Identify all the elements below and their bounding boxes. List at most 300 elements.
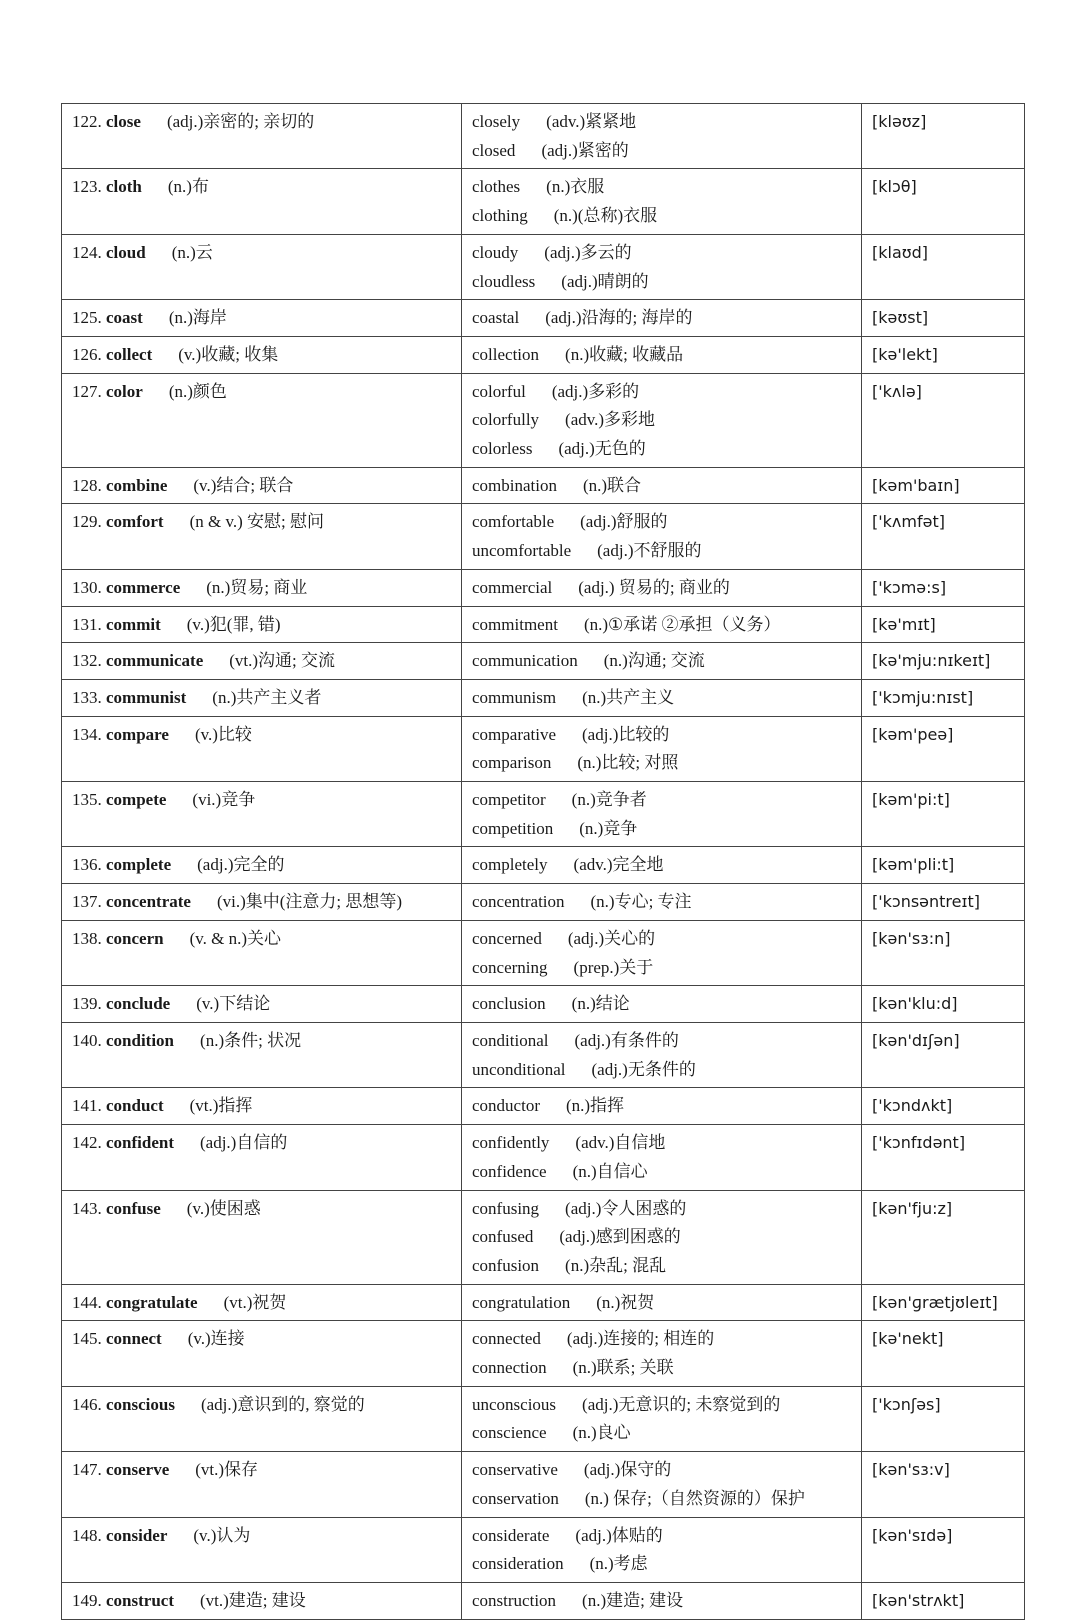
headword: connect bbox=[106, 1329, 162, 1349]
headword: confuse bbox=[106, 1198, 161, 1218]
phonetic-transcription: [kə'mju:nɪkeɪt] bbox=[872, 651, 991, 671]
derivative-word: considerate bbox=[472, 1525, 550, 1545]
derivative-line bbox=[472, 268, 851, 297]
phonetic-transcription: [kən'dɪʃən] bbox=[872, 1030, 960, 1050]
phonetic-transcription: [kəm'peə] bbox=[872, 724, 954, 744]
derivatives-cell bbox=[462, 104, 862, 169]
headword: consider bbox=[106, 1525, 168, 1545]
headword-definition: (n.)条件; 状况 bbox=[200, 1030, 302, 1050]
phonetic-transcription: ['kɔmju:nɪst] bbox=[872, 687, 974, 707]
derivative-word: closely bbox=[472, 112, 521, 131]
phonetic-cell bbox=[862, 1190, 1025, 1284]
phonetic-transcription: [kən'fju:z] bbox=[872, 1198, 953, 1218]
derivative-word: clothing bbox=[472, 206, 528, 226]
headword-cell bbox=[62, 606, 462, 643]
headword-cell bbox=[62, 847, 462, 884]
derivative-word: conductor bbox=[472, 1096, 540, 1116]
derivatives-cell bbox=[462, 847, 862, 884]
derivative-line bbox=[472, 1354, 851, 1383]
derivative-definition: (n.)收藏; 收藏品 bbox=[565, 344, 684, 364]
derivative-definition: (adj.)令人困惑的 bbox=[565, 1198, 687, 1218]
headword-cell bbox=[62, 1321, 462, 1386]
derivatives-cell bbox=[462, 782, 862, 847]
derivative-line bbox=[472, 304, 851, 333]
entry-number: 140. bbox=[72, 1030, 102, 1050]
headword-definition: (vt.)指挥 bbox=[189, 1096, 253, 1116]
derivative-word: competition bbox=[472, 818, 554, 838]
derivative-word: communication bbox=[472, 651, 578, 671]
headword-cell bbox=[62, 1088, 462, 1125]
derivatives-cell bbox=[462, 1582, 862, 1619]
phonetic-cell bbox=[862, 643, 1025, 680]
derivatives-cell bbox=[462, 1321, 862, 1386]
derivative-line bbox=[472, 815, 851, 844]
table-row bbox=[62, 920, 1025, 985]
derivatives-cell bbox=[462, 920, 862, 985]
derivatives-cell bbox=[462, 234, 862, 299]
headword-definition: (adj.)自信的 bbox=[200, 1133, 288, 1153]
headword: commerce bbox=[106, 577, 181, 597]
phonetic-transcription: ['kɔnʃəs] bbox=[872, 1394, 941, 1414]
entry-number: 142. bbox=[72, 1133, 102, 1153]
headword-definition: (vt.)建造; 建设 bbox=[199, 1590, 306, 1610]
table-row bbox=[62, 1125, 1025, 1190]
derivative-word: colorful bbox=[472, 381, 526, 401]
derivative-definition: (n.)祝贺 bbox=[596, 1292, 655, 1312]
derivatives-cell bbox=[462, 1517, 862, 1582]
table-row bbox=[62, 1022, 1025, 1087]
derivative-definition: (adv.)紧紧地 bbox=[546, 112, 637, 131]
headword: commit bbox=[106, 614, 161, 634]
headword-definition: (v.)收藏; 收集 bbox=[178, 344, 279, 364]
derivative-definition: (n.)竞争 bbox=[579, 818, 638, 838]
table-row bbox=[62, 1517, 1025, 1582]
table-row bbox=[62, 1284, 1025, 1321]
derivative-line bbox=[472, 925, 851, 954]
headword-definition: (vt.)祝贺 bbox=[223, 1292, 287, 1312]
derivative-line bbox=[472, 611, 851, 640]
headword-definition: (v.)下结论 bbox=[196, 994, 271, 1014]
derivatives-cell bbox=[462, 504, 862, 569]
derivative-definition: (adj.)沿海的; 海岸的 bbox=[545, 308, 693, 328]
headword-cell bbox=[62, 300, 462, 337]
derivative-definition: (n.)联系; 关联 bbox=[572, 1358, 674, 1378]
derivative-word: completely bbox=[472, 855, 548, 875]
derivative-line bbox=[472, 684, 851, 713]
derivative-line bbox=[472, 1056, 851, 1085]
phonetic-cell bbox=[862, 1386, 1025, 1451]
headword: compare bbox=[106, 724, 169, 744]
derivative-definition: (n.)良心 bbox=[572, 1423, 631, 1443]
phonetic-cell bbox=[862, 373, 1025, 467]
derivatives-cell bbox=[462, 986, 862, 1023]
derivative-line bbox=[472, 990, 851, 1019]
entry-number: 123. bbox=[72, 177, 102, 197]
headword: construct bbox=[106, 1590, 174, 1610]
table-row bbox=[62, 504, 1025, 569]
derivative-line bbox=[472, 851, 851, 880]
derivative-definition: (adj.)连接的; 相连的 bbox=[566, 1329, 715, 1349]
vocabulary-table-body bbox=[62, 104, 1025, 1620]
headword: cloud bbox=[106, 242, 146, 262]
derivatives-cell bbox=[462, 1125, 862, 1190]
phonetic-cell bbox=[862, 336, 1025, 373]
derivative-line bbox=[472, 1550, 851, 1579]
derivative-line bbox=[472, 574, 851, 603]
table-row bbox=[62, 373, 1025, 467]
derivative-definition: (adj.)体贴的 bbox=[575, 1525, 663, 1545]
derivative-line bbox=[472, 202, 851, 231]
entry-number: 136. bbox=[72, 855, 102, 875]
derivative-word: unconditional bbox=[472, 1059, 566, 1079]
derivative-definition: (n.)专心; 专注 bbox=[590, 892, 692, 912]
headword-cell bbox=[62, 884, 462, 921]
phonetic-cell bbox=[862, 782, 1025, 847]
headword: conduct bbox=[106, 1096, 164, 1116]
derivative-line bbox=[472, 1391, 851, 1420]
headword-definition: (n.)共产主义者 bbox=[212, 687, 322, 707]
entry-number: 132. bbox=[72, 651, 102, 671]
headword: combine bbox=[106, 475, 168, 495]
table-row bbox=[62, 104, 1025, 169]
table-row bbox=[62, 300, 1025, 337]
headword-cell bbox=[62, 569, 462, 606]
derivative-definition: (adv.)自信地 bbox=[575, 1133, 666, 1153]
phonetic-cell bbox=[862, 1022, 1025, 1087]
phonetic-transcription: [kən'ɡrætjʊleɪt] bbox=[872, 1292, 998, 1312]
derivative-word: unconscious bbox=[472, 1394, 557, 1414]
derivative-definition: (adj.)关心的 bbox=[567, 928, 656, 948]
derivative-definition: (n.)建造; 建设 bbox=[582, 1590, 684, 1610]
phonetic-cell bbox=[862, 606, 1025, 643]
derivative-line bbox=[472, 647, 851, 676]
derivative-line bbox=[472, 786, 851, 815]
phonetic-transcription: ['kɔnsəntreɪt] bbox=[872, 892, 980, 912]
derivative-word: colorfully bbox=[472, 410, 540, 430]
derivative-line bbox=[472, 341, 851, 370]
phonetic-cell bbox=[862, 104, 1025, 169]
headword-definition: (n.)海岸 bbox=[168, 308, 227, 328]
derivative-definition: (n.)考虑 bbox=[589, 1554, 648, 1574]
headword-cell bbox=[62, 1452, 462, 1517]
derivative-line bbox=[472, 108, 851, 137]
headword-definition: (n.)贸易; 商业 bbox=[206, 577, 308, 597]
headword-definition: (n.)颜色 bbox=[168, 381, 227, 401]
headword-definition: (n.)云 bbox=[171, 242, 213, 262]
derivatives-cell bbox=[462, 643, 862, 680]
derivative-definition: (prep.)关于 bbox=[573, 957, 654, 977]
derivatives-cell bbox=[462, 467, 862, 504]
phonetic-cell bbox=[862, 884, 1025, 921]
entry-number: 138. bbox=[72, 928, 102, 948]
headword: color bbox=[106, 381, 143, 401]
derivative-word: conclusion bbox=[472, 994, 546, 1014]
derivative-definition: (adj.)多彩的 bbox=[551, 381, 640, 401]
headword: conscious bbox=[106, 1394, 175, 1414]
derivative-line bbox=[472, 1289, 851, 1318]
derivative-word: conditional bbox=[472, 1030, 549, 1050]
headword-cell bbox=[62, 104, 462, 169]
phonetic-cell bbox=[862, 920, 1025, 985]
derivative-definition: (n.)沟通; 交流 bbox=[603, 651, 705, 671]
headword-cell bbox=[62, 1582, 462, 1619]
derivative-line bbox=[472, 173, 851, 202]
entry-number: 149. bbox=[72, 1590, 102, 1610]
phonetic-cell bbox=[862, 467, 1025, 504]
derivative-definition: (n.)自信心 bbox=[572, 1161, 648, 1181]
headword: complete bbox=[106, 855, 172, 875]
headword-cell bbox=[62, 169, 462, 234]
table-row bbox=[62, 782, 1025, 847]
derivatives-cell bbox=[462, 1088, 862, 1125]
entry-number: 130. bbox=[72, 577, 102, 597]
headword: collect bbox=[106, 344, 153, 364]
table-row bbox=[62, 986, 1025, 1023]
headword: concern bbox=[106, 928, 164, 948]
phonetic-cell bbox=[862, 1582, 1025, 1619]
derivative-line bbox=[472, 1092, 851, 1121]
derivative-line bbox=[472, 435, 851, 464]
derivatives-cell bbox=[462, 1386, 862, 1451]
phonetic-transcription: [kləʊz] bbox=[872, 112, 927, 131]
phonetic-cell bbox=[862, 504, 1025, 569]
headword-cell bbox=[62, 1125, 462, 1190]
derivative-word: conservative bbox=[472, 1460, 558, 1480]
headword-definition: (v. & n.)关心 bbox=[189, 928, 282, 948]
derivative-word: conservation bbox=[472, 1488, 559, 1508]
derivative-line bbox=[472, 1522, 851, 1551]
headword-cell bbox=[62, 1190, 462, 1284]
headword: communist bbox=[106, 687, 187, 707]
phonetic-transcription: [kən'klu:d] bbox=[872, 994, 958, 1014]
phonetic-transcription: [kəm'pi:t] bbox=[872, 790, 950, 810]
phonetic-cell bbox=[862, 569, 1025, 606]
derivative-definition: (adj.)不舒服的 bbox=[597, 541, 702, 561]
entry-number: 122. bbox=[72, 112, 102, 131]
entry-number: 148. bbox=[72, 1525, 102, 1545]
headword-definition: (v.)使困惑 bbox=[186, 1198, 261, 1218]
derivative-definition: (adj.)比较的 bbox=[582, 724, 670, 744]
derivative-line bbox=[472, 954, 851, 983]
derivative-definition: (n.)联合 bbox=[582, 475, 642, 495]
derivative-line bbox=[472, 1223, 851, 1252]
derivative-line bbox=[472, 508, 851, 537]
derivative-word: confidence bbox=[472, 1161, 547, 1181]
headword-cell bbox=[62, 643, 462, 680]
derivative-definition: (adj.)无色的 bbox=[558, 439, 646, 459]
derivative-definition: (n.)指挥 bbox=[565, 1096, 625, 1116]
table-row bbox=[62, 169, 1025, 234]
table-row bbox=[62, 1088, 1025, 1125]
derivative-definition: (adv.)完全地 bbox=[573, 855, 664, 875]
headword: cloth bbox=[106, 177, 142, 197]
derivative-definition: (n.)(总称)衣服 bbox=[553, 206, 658, 226]
headword-definition: (adj.)完全的 bbox=[197, 855, 285, 875]
derivative-word: clothes bbox=[472, 177, 521, 197]
table-row bbox=[62, 1321, 1025, 1386]
entry-number: 129. bbox=[72, 512, 102, 532]
entry-number: 126. bbox=[72, 344, 102, 364]
vocabulary-table bbox=[61, 103, 1025, 1620]
derivative-definition: (adj.) 贸易的; 商业的 bbox=[578, 577, 730, 597]
table-row bbox=[62, 1190, 1025, 1284]
phonetic-transcription: ['kɔndʌkt] bbox=[872, 1096, 953, 1116]
phonetic-cell bbox=[862, 847, 1025, 884]
derivative-line bbox=[472, 137, 851, 166]
headword-cell bbox=[62, 504, 462, 569]
derivatives-cell bbox=[462, 169, 862, 234]
table-row bbox=[62, 234, 1025, 299]
headword: comfort bbox=[106, 512, 164, 532]
table-row bbox=[62, 569, 1025, 606]
headword-definition: (n.)布 bbox=[167, 177, 209, 197]
derivative-word: commercial bbox=[472, 577, 553, 597]
headword-definition: (v.)认为 bbox=[193, 1525, 251, 1545]
derivative-word: comparative bbox=[472, 724, 557, 744]
derivative-definition: (n.)衣服 bbox=[546, 177, 605, 197]
headword: confident bbox=[106, 1133, 174, 1153]
phonetic-cell bbox=[862, 1517, 1025, 1582]
phonetic-cell bbox=[862, 234, 1025, 299]
derivatives-cell bbox=[462, 1284, 862, 1321]
headword-definition: (v.)犯(罪, 错) bbox=[186, 614, 281, 634]
entry-number: 137. bbox=[72, 892, 102, 912]
phonetic-transcription: [kəʊst] bbox=[872, 308, 929, 328]
headword: compete bbox=[106, 790, 167, 810]
entry-number: 127. bbox=[72, 381, 102, 401]
derivative-line bbox=[472, 721, 851, 750]
entry-number: 134. bbox=[72, 724, 102, 744]
entry-number: 144. bbox=[72, 1292, 102, 1312]
headword: congratulate bbox=[106, 1292, 198, 1312]
phonetic-cell bbox=[862, 1284, 1025, 1321]
derivative-word: combination bbox=[472, 475, 557, 495]
derivatives-cell bbox=[462, 884, 862, 921]
derivative-word: confidently bbox=[472, 1133, 550, 1153]
table-row bbox=[62, 1452, 1025, 1517]
phonetic-cell bbox=[862, 986, 1025, 1023]
derivatives-cell bbox=[462, 679, 862, 716]
entry-number: 141. bbox=[72, 1096, 102, 1116]
derivative-line bbox=[472, 1419, 851, 1448]
derivative-word: congratulation bbox=[472, 1292, 571, 1312]
derivative-word: cloudless bbox=[472, 271, 536, 291]
derivative-line bbox=[472, 1587, 851, 1616]
headword-cell bbox=[62, 716, 462, 781]
phonetic-transcription: [kəm'baɪn] bbox=[872, 475, 960, 495]
derivative-word: construction bbox=[472, 1590, 557, 1610]
derivative-word: communism bbox=[472, 687, 557, 707]
headword-cell bbox=[62, 336, 462, 373]
phonetic-transcription: ['kɔnfɪdənt] bbox=[872, 1133, 966, 1153]
derivatives-cell bbox=[462, 569, 862, 606]
derivative-definition: (n.)杂乱; 混乱 bbox=[565, 1255, 667, 1275]
derivative-word: commitment bbox=[472, 614, 558, 634]
entry-number: 139. bbox=[72, 994, 102, 1014]
derivative-line bbox=[472, 406, 851, 435]
derivative-word: connected bbox=[472, 1329, 541, 1349]
phonetic-transcription: [klaʊd] bbox=[872, 242, 929, 262]
derivative-word: conscience bbox=[472, 1423, 547, 1443]
derivatives-cell bbox=[462, 1022, 862, 1087]
derivatives-cell bbox=[462, 1190, 862, 1284]
derivative-line bbox=[472, 888, 851, 917]
headword-cell bbox=[62, 373, 462, 467]
headword: conserve bbox=[106, 1460, 170, 1480]
table-row bbox=[62, 716, 1025, 781]
entry-number: 147. bbox=[72, 1460, 102, 1480]
headword-definition: (v.)结合; 联合 bbox=[193, 475, 294, 495]
derivative-word: competitor bbox=[472, 790, 546, 810]
derivative-definition: (n.) 保存;（自然资源的）保护 bbox=[584, 1488, 805, 1508]
phonetic-transcription: [kə'nekt] bbox=[872, 1329, 944, 1349]
headword-definition: (v.)连接 bbox=[187, 1329, 245, 1349]
derivative-definition: (n.)结论 bbox=[571, 994, 630, 1014]
derivative-line bbox=[472, 1195, 851, 1224]
headword-definition: (v.)比较 bbox=[194, 724, 252, 744]
derivative-definition: (adj.)晴朗的 bbox=[561, 271, 649, 291]
derivative-line bbox=[472, 537, 851, 566]
derivative-definition: (adj.)无条件的 bbox=[591, 1059, 696, 1079]
derivative-word: colorless bbox=[472, 439, 533, 459]
derivative-word: comparison bbox=[472, 753, 552, 773]
phonetic-cell bbox=[862, 1452, 1025, 1517]
derivative-definition: (n.)比较; 对照 bbox=[577, 753, 679, 773]
derivative-word: consideration bbox=[472, 1554, 564, 1574]
derivative-word: confusing bbox=[472, 1198, 540, 1218]
phonetic-transcription: [klɔθ] bbox=[872, 177, 917, 197]
headword-cell bbox=[62, 467, 462, 504]
entry-number: 135. bbox=[72, 790, 102, 810]
headword-definition: (vt.)沟通; 交流 bbox=[229, 651, 336, 671]
table-row bbox=[62, 467, 1025, 504]
derivative-definition: (adj.)舒服的 bbox=[580, 512, 668, 532]
headword-definition: (adj.)亲密的; 亲切的 bbox=[166, 112, 315, 131]
table-row bbox=[62, 679, 1025, 716]
phonetic-transcription: [kə'lekt] bbox=[872, 344, 938, 364]
phonetic-cell bbox=[862, 716, 1025, 781]
headword-cell bbox=[62, 1386, 462, 1451]
entry-number: 146. bbox=[72, 1394, 102, 1414]
derivative-definition: (n.)竞争者 bbox=[571, 790, 647, 810]
derivatives-cell bbox=[462, 336, 862, 373]
derivative-word: closed bbox=[472, 140, 516, 160]
headword-cell bbox=[62, 1022, 462, 1087]
table-row bbox=[62, 884, 1025, 921]
derivatives-cell bbox=[462, 1452, 862, 1517]
derivative-line bbox=[472, 1485, 851, 1514]
headword-cell bbox=[62, 1284, 462, 1321]
phonetic-cell bbox=[862, 679, 1025, 716]
phonetic-transcription: [kən'strʌkt] bbox=[872, 1590, 965, 1610]
derivative-line bbox=[472, 1027, 851, 1056]
entry-number: 131. bbox=[72, 614, 102, 634]
derivative-line bbox=[472, 472, 851, 501]
headword-definition: (adj.)意识到的, 察觉的 bbox=[200, 1394, 365, 1414]
derivative-definition: (adv.)多彩地 bbox=[565, 410, 656, 430]
headword-cell bbox=[62, 782, 462, 847]
phonetic-cell bbox=[862, 1088, 1025, 1125]
entry-number: 124. bbox=[72, 242, 102, 262]
derivative-line bbox=[472, 1325, 851, 1354]
derivative-line bbox=[472, 749, 851, 778]
table-row bbox=[62, 643, 1025, 680]
headword-definition: (vi.)竞争 bbox=[192, 790, 256, 810]
derivative-line bbox=[472, 1129, 851, 1158]
derivative-line bbox=[472, 239, 851, 268]
derivative-line bbox=[472, 378, 851, 407]
derivative-definition: (n.)①承诺 ②承担（义务） bbox=[583, 614, 781, 634]
